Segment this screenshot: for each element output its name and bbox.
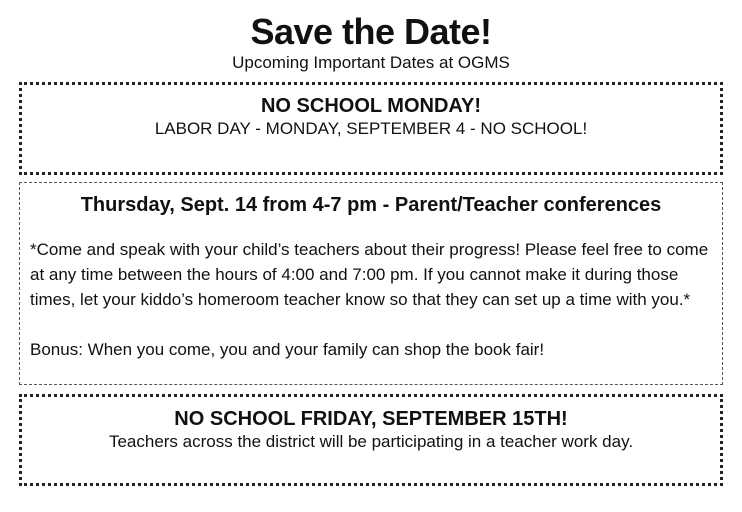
page-title: Save the Date! (250, 11, 492, 52)
event-conferences (19, 182, 723, 385)
page-subtitle: Upcoming Important Dates at OGMS (232, 53, 510, 72)
event-detail: LABOR DAY - MONDAY, SEPTEMBER 4 - NO SCHOOL! (154, 119, 588, 138)
event-bonus-note: Bonus: When you come, you and your family can shop the book fair! (30, 340, 545, 359)
event-description: *Come and speak with your child’s teachers about their progress! Please feel free to come at any time between the hours of 4:00 and 7:00 pm. If you cannot make it during those times, let your kiddo’s homeroom teacher know so that they can set up a time with you.* (30, 240, 709, 309)
event-heading: NO SCHOOL MONDAY! (260, 95, 482, 117)
event-labor-day (19, 82, 723, 175)
event-heading: NO SCHOOL FRIDAY, SEPTEMBER 15TH! (174, 408, 568, 430)
event-teacher-work-day (19, 394, 723, 486)
event-detail: Teachers across the district will be participating in a teacher work day. (108, 432, 634, 451)
event-heading: Thursday, Sept. 14 from 4-7 pm - Parent/Teacher conferences (80, 194, 662, 216)
